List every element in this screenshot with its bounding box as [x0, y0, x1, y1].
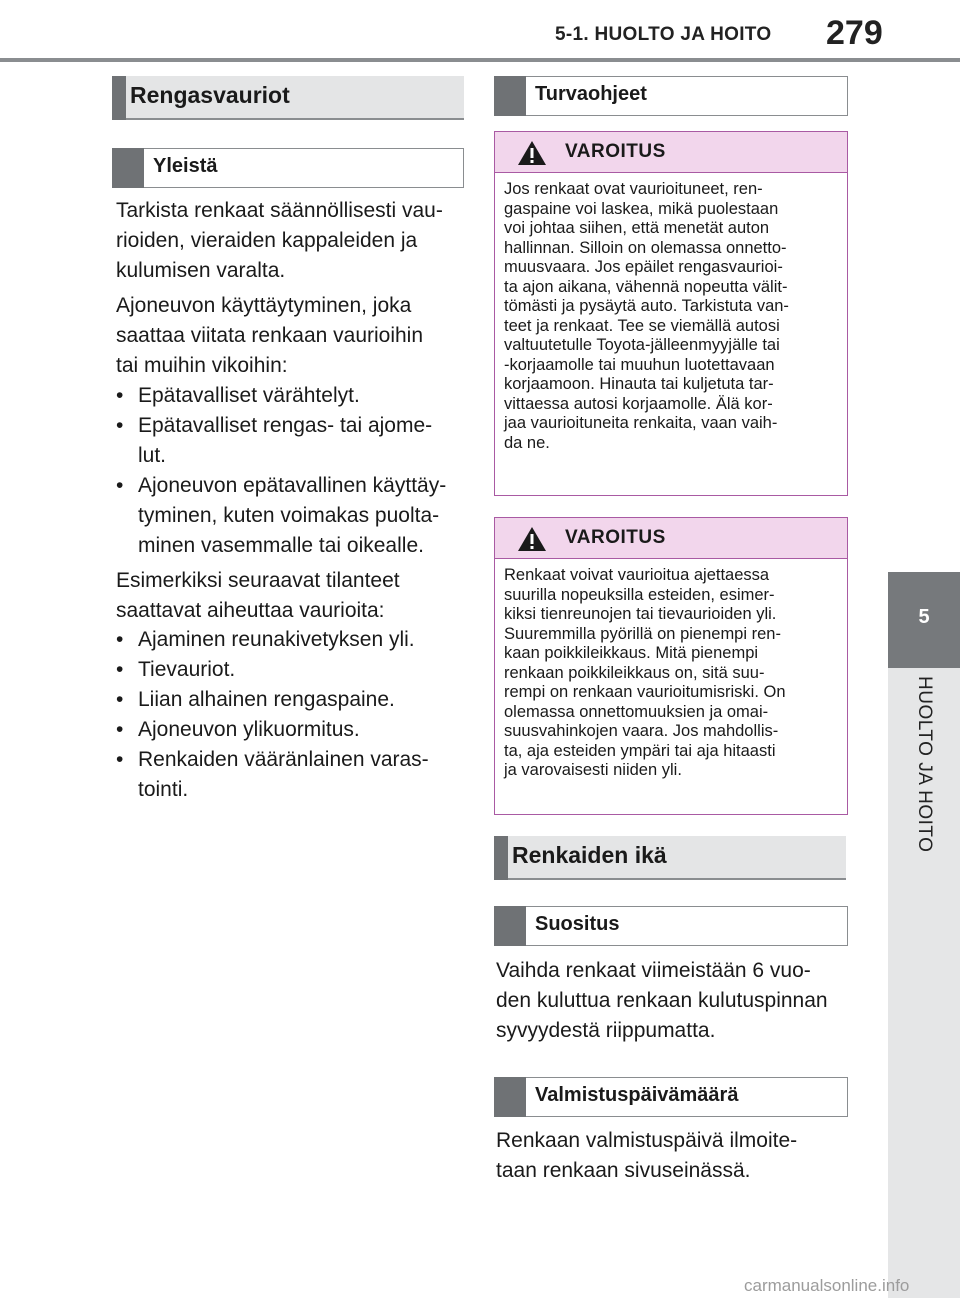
list-item: • Renkaiden vääränlainen varas- tointi.: [116, 745, 466, 805]
paragraph-behavior: [116, 291, 423, 381]
subheading-valmistuspaivamaara: [494, 1077, 848, 1117]
warning-text: Renkaat voivat vaurioitua ajettaessa suurilla nopeuksilla esteiden, esimer- kiksi tienreunojen tai tievaurioiden yli. Suuremmilla pyörillä on pienempi ren- kaan poikkileikkaus. Mitä pienempi renkaan poikkileikkaus on, sitä suu- rempi on renkaan vaurioitumisriski. On olemassa onnettomuuksien ja omai- suusvahinkojen vaara. Jos mahdollis- ta, aja esteiden ympäri tai aja hitaasti ja varovaisesti niiden yli.: [504, 566, 786, 779]
warning-triangle-icon: [517, 140, 547, 166]
list-item: • Tievauriot.: [116, 655, 466, 685]
text-line: saattavat aiheuttaa vaurioita:: [116, 599, 385, 622]
warning-box-1: [494, 131, 848, 496]
warning-text: Jos renkaat ovat vaurioituneet, ren- gaspaine voi laskea, mikä puolestaan voi johtaa siihen, että menetät auton hallinnan. Silloin on olemassa onnetto- muusvaara. Jos epäilet rengasvaurioi- ta ajon aikana, vähennä nopeutta välit- tömästi ja pysäytä auto. Tarkistuta van- teet ja renkaat. Tee se viemällä autosi valtuutetulle Toyota-jälleenmyyjälle tai -korjaamolle tai muuhun luotettavaan korjaamoon. Hinauta tai kuljetuta tar- vittaessa autosi korjaamolle. Älä kor- jaa vaurioituneita renkaita, vaan vaih- da ne.: [504, 180, 789, 452]
section-title: 5-1. HUOLTO JA HOITO: [555, 24, 772, 45]
text-line: kulumisen varalta.: [116, 259, 286, 282]
subheading-turvaohjeet: [494, 76, 848, 116]
text-line: Tarkista renkaat säännöllisesti vau-: [116, 199, 443, 222]
subheading-text: Suositus: [535, 913, 620, 935]
warning-header: [495, 132, 847, 173]
list-item: • Ajoneuvon epätavallinen käyttäy- tyminen, kuten voimakas puolta- minen vasemmalle tai oikealle.: [116, 471, 466, 561]
warning-header: [495, 518, 847, 559]
text-line: Renkaan valmistuspäivä ilmoite-: [496, 1129, 798, 1152]
text-line: tai muihin vikoihin:: [116, 354, 288, 377]
header-divider: [0, 58, 960, 62]
subheading-text: Turvaohjeet: [535, 83, 647, 105]
heading-text: Renkaiden ikä: [512, 842, 667, 868]
text-line: Esimerkiksi seuraavat tilanteet: [116, 569, 400, 592]
list-item: • Liian alhainen rengaspaine.: [116, 685, 466, 715]
subheading-text: Valmistuspäivämäärä: [535, 1084, 739, 1106]
paragraph-manufacture-date: [496, 1126, 797, 1186]
list-item: • Epätavalliset värähtelyt.: [116, 381, 466, 411]
text-line: Ajoneuvon käyttäytyminen, joka: [116, 294, 412, 317]
list-item: • Ajaminen reunakivetyksen yli.: [116, 625, 466, 655]
paragraph-recommendation: [496, 956, 828, 1046]
text-line: Vaihda renkaat viimeistään 6 vuo-: [496, 959, 811, 982]
subheading-yleista: [112, 148, 464, 188]
cause-list: [116, 625, 466, 805]
text-line: syvyydestä riippumatta.: [496, 1019, 716, 1042]
heading-rengasvauriot: [112, 76, 464, 120]
chapter-label: HUOLTO JA HOITO: [914, 676, 935, 853]
warning-title: VAROITUS: [565, 141, 666, 162]
page-header: [0, 0, 960, 62]
paragraph-inspect: [116, 196, 443, 286]
paragraph-examples: [116, 566, 400, 626]
text-line: saattaa viitata renkaan vaurioihin: [116, 324, 424, 347]
text-line: rioiden, vieraiden kappaleiden ja: [116, 229, 418, 252]
text-line: taan renkaan sivuseinässä.: [496, 1159, 751, 1182]
chapter-number: 5: [918, 606, 930, 628]
text-line: den kuluttua renkaan kulutuspinnan: [496, 989, 828, 1012]
warning-title: VAROITUS: [565, 527, 666, 548]
subheading-suositus: [494, 906, 848, 946]
symptom-list: [116, 381, 466, 561]
page-number: 279: [826, 14, 883, 52]
warning-triangle-icon: [517, 526, 547, 552]
warning-box-2: [494, 517, 848, 815]
subheading-text: Yleistä: [153, 155, 218, 177]
list-item: • Ajoneuvon ylikuormitus.: [116, 715, 466, 745]
heading-text: Rengasvauriot: [130, 82, 290, 108]
heading-renkaiden-ika: [494, 836, 846, 880]
watermark: carmanualsonline.info: [744, 1276, 910, 1295]
list-item: • Epätavalliset rengas- tai ajome- lut.: [116, 411, 466, 471]
